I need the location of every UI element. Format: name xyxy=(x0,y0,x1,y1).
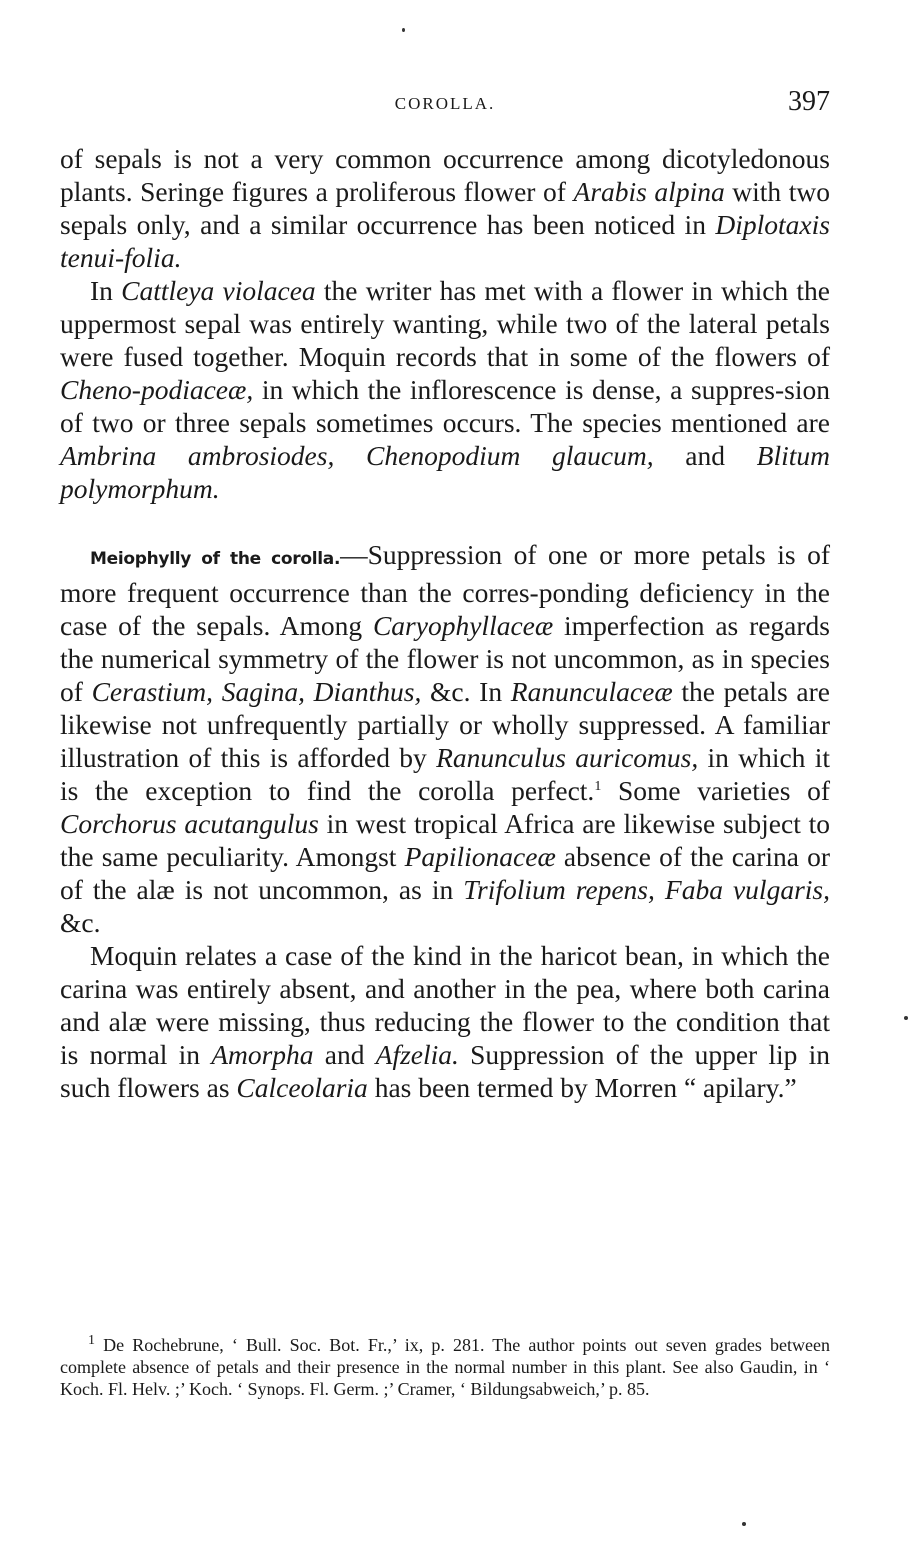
text-run: Moquin relates a case of the kind in the haricot bean, in which the carina was entirely absent, and another in the pea, where both carina and alæ were missing, thus reducing the flower to the condition that is normal in xyxy=(60,940,830,1070)
page-number: 397 xyxy=(788,86,830,117)
text-run: the petals are likewise not unfrequently partially or wholly suppressed. A familiar illustration of this is afforded by xyxy=(60,676,830,773)
text-run: and xyxy=(313,1039,376,1070)
print-speck xyxy=(742,1522,746,1526)
text-run: in which it is the exception to find the corolla perfect. xyxy=(60,742,830,806)
section-side-heading: Meiophylly of the corolla. xyxy=(90,549,341,569)
text-run: In xyxy=(90,275,122,306)
text-run: absence of the carina or of the alæ is not uncommon, as in xyxy=(60,841,830,905)
footnote xyxy=(60,1334,830,1400)
text-run: has been termed by Morren “ apilary.” xyxy=(367,1072,797,1103)
text-run: the writer has met with a flower in which the uppermost sepal was entirely wanting, while two of the lateral petals were fused together. Moquin records that in some of the flowers of xyxy=(60,275,830,372)
italic-taxon: Cheno-podiaceæ, xyxy=(60,374,254,405)
italic-taxon: Amorpha xyxy=(211,1039,314,1070)
text-run: of sepals is not a very common occurrence among dicotyledonous plants. Seringe figures a proliferous flower of xyxy=(60,143,830,207)
italic-taxon: Blitum polymorphum. xyxy=(60,440,830,504)
footnote-marker: 1 xyxy=(88,1333,95,1348)
paragraph-meiophylly xyxy=(60,538,830,939)
text-run: &c. xyxy=(60,907,101,938)
italic-taxon: Trifolium repens, Faba vulgaris, xyxy=(463,874,830,905)
page-header xyxy=(60,86,830,126)
italic-taxon: Corchorus acutangulus xyxy=(60,808,319,839)
italic-taxon: Cattleya violacea xyxy=(121,275,316,306)
footnote-text: De Rochebrune, ‘ Bull. Soc. Bot. Fr.,’ ix, p. 281. The author points out seven grades between complete absence of petals and their presence in the normal number in this plant. See also Gaudin, in ‘ Koch. Fl. Helv. ;’ Koch. ‘ Synops. Fl. Germ. ;’ Cramer, ‘ Bildungsabweich,’ p. 85. xyxy=(60,1335,830,1399)
text-run: in which the inflorescence is dense, a suppres-sion of two or three sepals sometimes occurs. The species mentioned are xyxy=(60,374,830,438)
italic-taxon: Calceolaria xyxy=(236,1072,368,1103)
text-run: with two sepals only, and a similar occurrence has been noticed in xyxy=(60,176,831,240)
italic-taxon: Cerastium, Sagina, Dianthus, xyxy=(91,676,422,707)
italic-taxon: Afzelia. xyxy=(375,1039,459,1070)
print-speck xyxy=(402,28,405,32)
print-speck xyxy=(904,1016,908,1020)
italic-taxon: Ranunculaceæ xyxy=(510,676,673,707)
text-run: &c. In xyxy=(421,676,511,707)
paragraph-moquin xyxy=(60,939,830,1104)
paragraph-continuation xyxy=(60,142,830,274)
text-run: imperfection as regards the numerical symmetry of the flower is not uncommon, as in species of xyxy=(60,610,830,707)
text-run: and xyxy=(653,440,757,471)
italic-taxon: Arabis alpina xyxy=(573,176,725,207)
paragraph-cattleya xyxy=(60,274,830,505)
italic-taxon: Diplotaxis tenui-folia. xyxy=(60,209,830,273)
footnote-reference: 1 xyxy=(594,778,602,794)
italic-taxon: Papilionaceæ xyxy=(404,841,556,872)
text-run: —Suppression of one or more petals is of more frequent occurrence than the corres-ponding deficiency in the case of the sepals. Among xyxy=(60,539,830,641)
body-text xyxy=(60,142,830,1104)
text-run: in west tropical Africa are likewise subject to the same peculiarity. Amongst xyxy=(60,808,830,872)
running-title: COROLLA. xyxy=(394,94,496,113)
text-run: Some varieties of xyxy=(601,775,830,806)
italic-taxon: Caryophyllaceæ xyxy=(372,610,554,641)
italic-taxon: Ambrina ambrosiodes, Chenopodium glaucum, xyxy=(60,440,654,471)
text-run: Suppression of the upper lip in such flowers as xyxy=(60,1039,830,1103)
italic-taxon: Ranunculus auricomus, xyxy=(436,742,699,773)
